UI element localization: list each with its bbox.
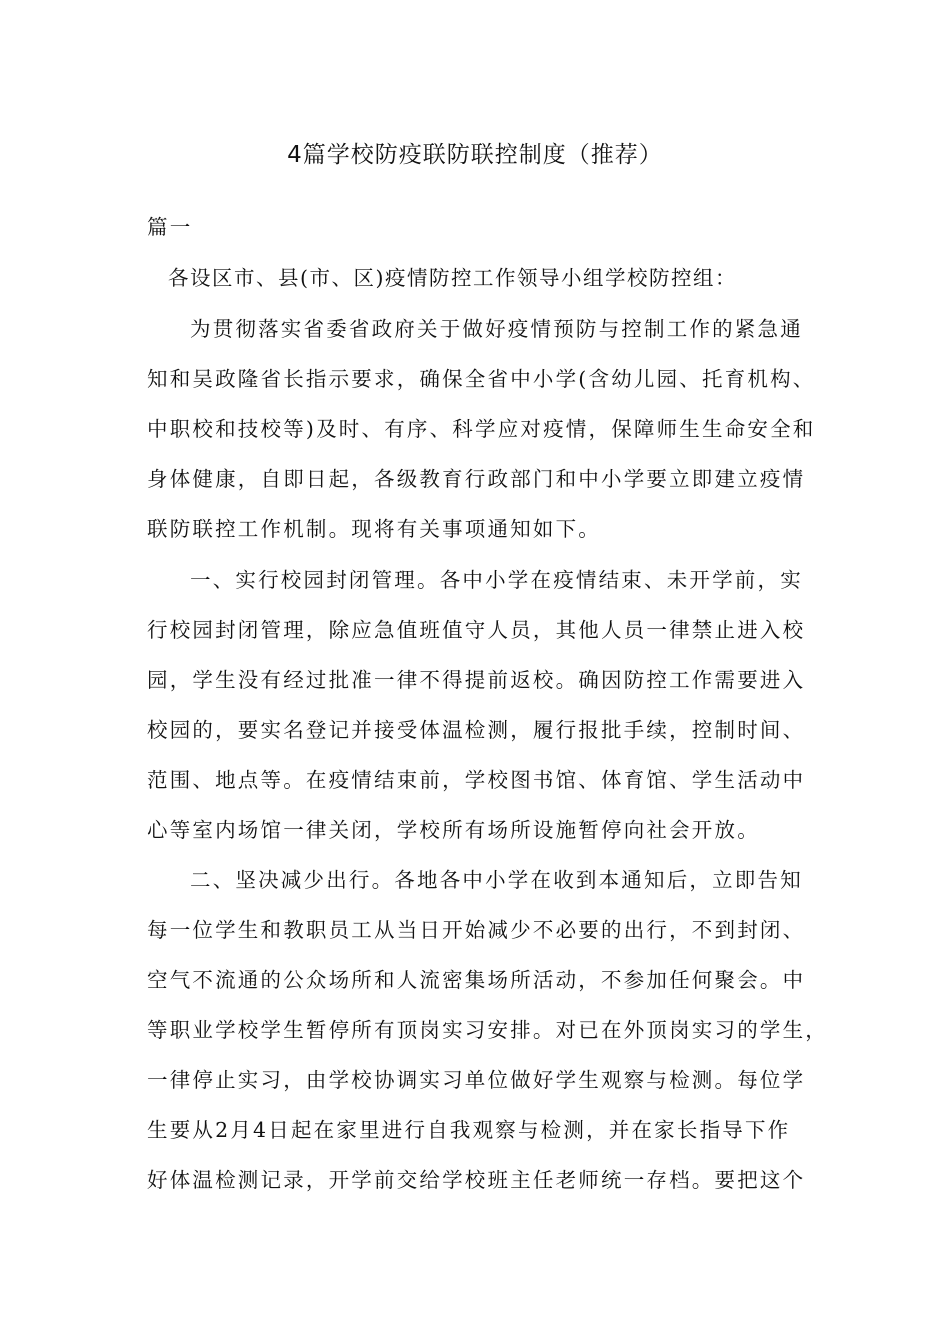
paragraph-line: 空气不流通的公众场所和人流密集场所活动，不参加任何聚会。中 — [147, 968, 806, 992]
paragraph-line: 一律停止实习，由学校协调实习单位做好学生观察与检测。每位学 — [147, 1068, 806, 1092]
paragraph-line: 联防联控工作机制。现将有关事项通知如下。 — [147, 517, 601, 541]
paragraph-line: 好体温检测记录，开学前交给学校班主任老师统一存档。要把这个 — [147, 1168, 806, 1192]
paragraph-line: 行校园封闭管理，除应急值班值守人员，其他人员一律禁止进入校 — [147, 618, 806, 642]
paragraph-line: 身体健康，自即日起，各级教育行政部门和中小学要立即建立疫情 — [147, 467, 806, 491]
paragraph-line: 范围、地点等。在疫情结束前，学校图书馆、体育馆、学生活动中 — [147, 768, 806, 792]
paragraph-line: 一、实行校园封闭管理。各中小学在疫情结束、未开学前，实 — [190, 568, 803, 592]
document-title: 4篇学校防疫联防联控制度（推荐） — [287, 142, 663, 168]
paragraph-line: 每一位学生和教职员工从当日开始减少不必要的出行，不到封闭、 — [147, 918, 806, 942]
paragraph-line: 为贯彻落实省委省政府关于做好疫情预防与控制工作的紧急通 — [190, 317, 803, 341]
paragraph-line: 知和吴政隆省长指示要求，确保全省中小学(含幼儿园、托育机构、 — [147, 367, 816, 391]
paragraph-line: 校园的，要实名登记并接受体温检测，履行报批手续，控制时间、 — [147, 718, 806, 742]
paragraph-line: 园，学生没有经过批准一律不得提前返校。确因防控工作需要进入 — [147, 668, 806, 692]
salutation: 各设区市、县(市、区)疫情防控工作领导小组学校防控组： — [168, 266, 737, 290]
section-label: 篇一 — [147, 215, 193, 239]
paragraph-line: 二、坚决减少出行。各地各中小学在收到本通知后，立即告知 — [190, 868, 803, 892]
paragraph-line: 生要从2月4日起在家里进行自我观察与检测，并在家长指导下作 — [147, 1118, 791, 1142]
paragraph-line: 心等室内场馆一律关闭，学校所有场所设施暂停向社会开放。 — [147, 818, 760, 842]
paragraph-line: 中职校和技校等)及时、有序、科学应对疫情，保障师生生命安全和 — [147, 417, 816, 441]
paragraph-line: 等职业学校学生暂停所有顶岗实习安排。对已在外顶岗实习的学生， — [147, 1018, 828, 1042]
